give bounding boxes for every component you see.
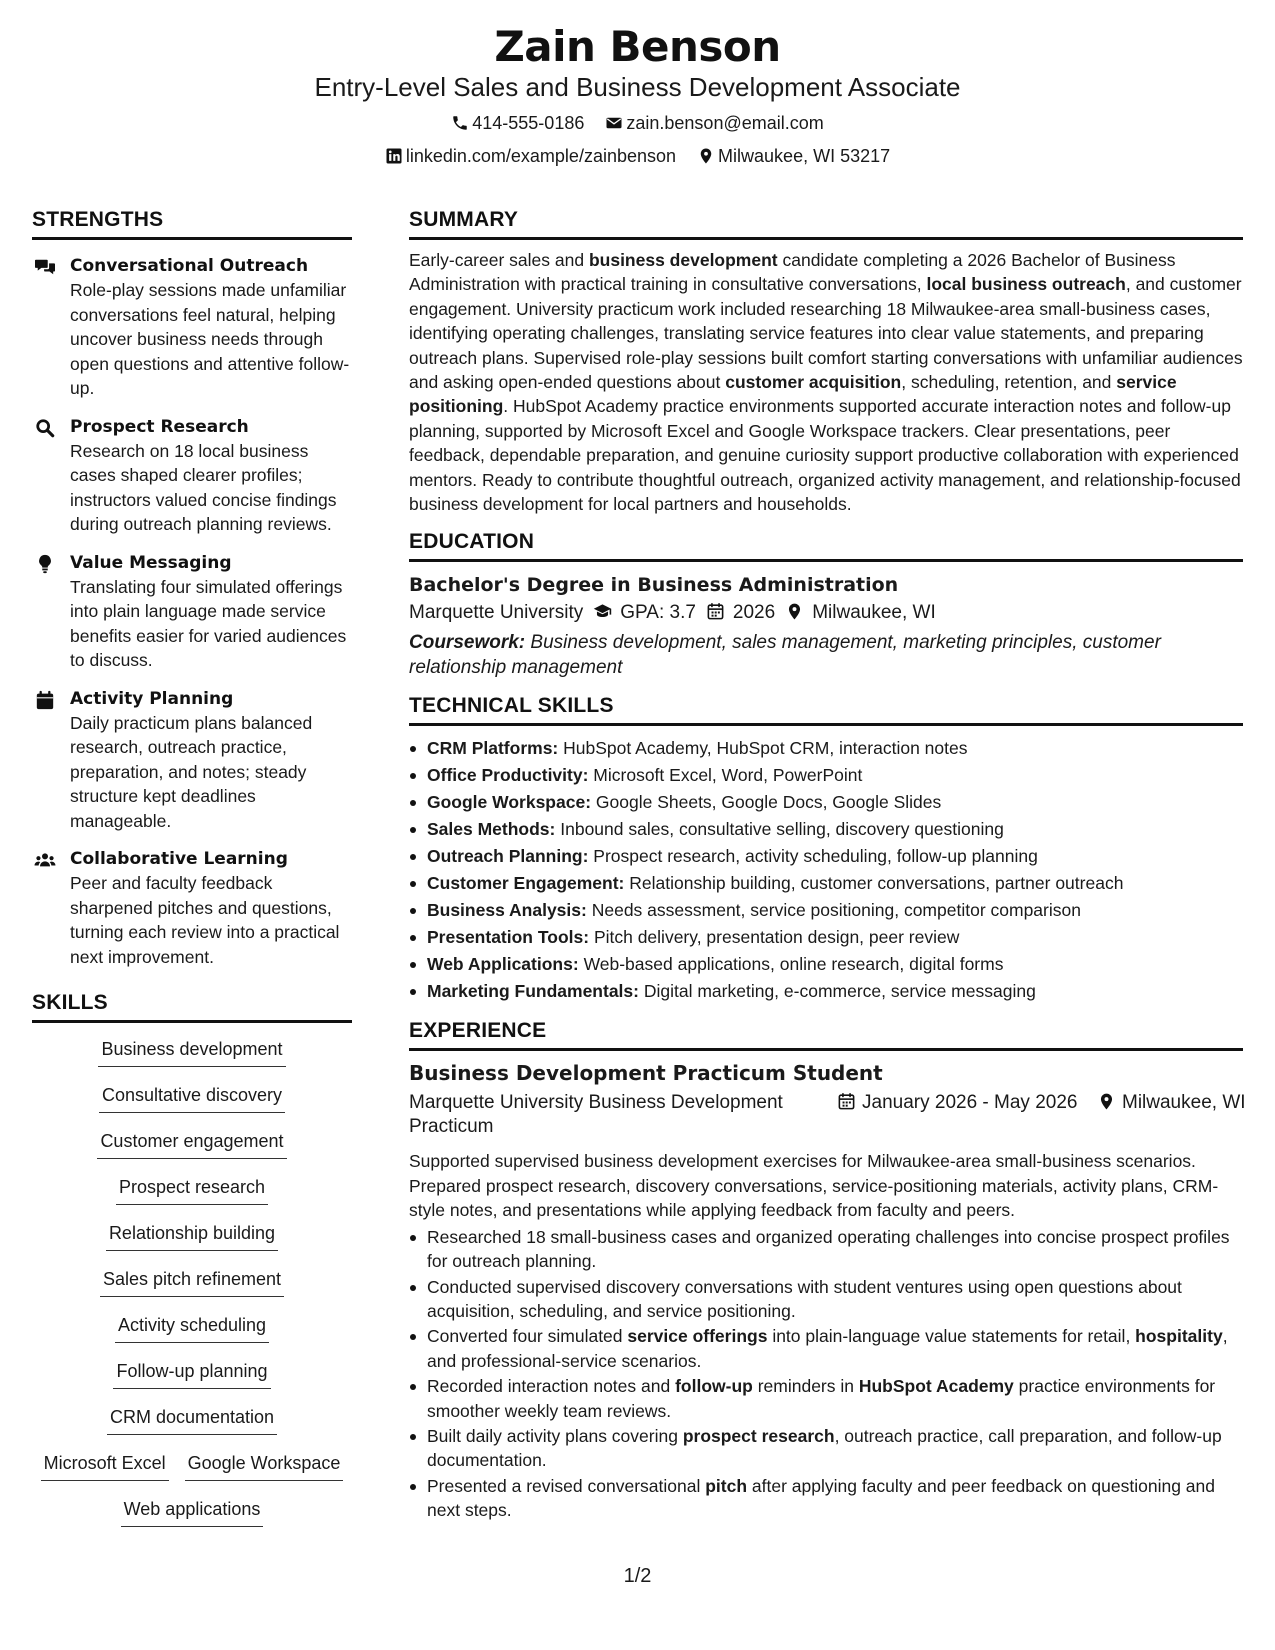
gpa-text: GPA: 3.7 (620, 602, 696, 624)
education-meta (409, 602, 1243, 624)
contact-row-2 (0, 145, 1275, 167)
degree-title: Bachelor's Degree in Business Administration (409, 574, 899, 597)
calendar-icon (34, 690, 56, 710)
list-item (409, 1225, 1243, 1274)
bullet-text: reminders in (752, 1376, 859, 1397)
bullet-keyword: HubSpot Academy (858, 1376, 1014, 1397)
job-title: Business Development Practicum Student (409, 1061, 883, 1086)
technical-skills-list (409, 735, 1243, 1005)
graduation-cap-icon (593, 602, 612, 621)
skills-list (32, 1035, 352, 1541)
skill-category: Outreach Planning: (427, 846, 589, 867)
bullet-text: , and professional-service scenarios. (427, 1326, 1228, 1371)
skill-values: Prospect research, activity scheduling, follow-up planning (593, 846, 1038, 867)
strength-desc: Peer and faculty feedback sharpened pitches and questions, turning each review into a practical next improvement. (70, 873, 340, 967)
job-location-text: Milwaukee, WI (1122, 1092, 1246, 1114)
bullet-text: into plain-language value statements for retail, (767, 1326, 1136, 1347)
strength-title: Conversational Outreach (70, 256, 309, 276)
skill-values: Needs assessment, service positioning, competitor comparison (591, 900, 1081, 921)
map-pin-icon (1097, 1092, 1116, 1111)
linkedin-text: linkedin.com/example/zainbenson (405, 145, 677, 166)
skill-values: Web-based applications, online research, digital forms (583, 954, 1004, 975)
education-heading: EDUCATION (409, 530, 1243, 562)
summary-keyword: customer acquisition (725, 372, 902, 393)
users-icon (34, 850, 56, 870)
calendar-icon (706, 602, 725, 621)
skill-category: Office Productivity: (427, 765, 589, 786)
skills-heading: SKILLS (32, 991, 352, 1023)
list-item (409, 1424, 1243, 1473)
summary-keyword: service positioning (409, 372, 1177, 417)
skill-values: HubSpot Academy, HubSpot CRM, interaction notes (563, 738, 968, 759)
skill-tag: Web applications (121, 1495, 264, 1527)
strength-item (32, 687, 352, 834)
summary-keyword: business development (588, 250, 778, 270)
skill-category: Presentation Tools: (427, 927, 590, 948)
summary-segment: candidate completing a 2026 Bachelor of Business Administration with practical training in consultative conversations, (409, 250, 1176, 295)
summary-segment: Early-career sales and (409, 250, 589, 270)
job-bullets (409, 1225, 1243, 1523)
strength-desc: Translating four simulated offerings into plain language made service benefits easier for varied audiences to discuss. (70, 576, 347, 670)
list-item (409, 1275, 1243, 1324)
skill-category: Web Applications: (427, 954, 579, 975)
school-name: Marquette University (409, 602, 584, 624)
bullet-keyword: pitch (705, 1475, 748, 1496)
envelope-icon (605, 114, 623, 132)
email-text: zain.benson@email.com (626, 112, 824, 133)
left-column (32, 208, 352, 1541)
strength-item (32, 551, 352, 673)
bullet-text: Built daily activity plans covering (427, 1425, 683, 1446)
skill-tag: Customer engagement (97, 1127, 286, 1159)
bullet-text: Researched 18 small-business cases and organized operating challenges into concise prospect profiles for outreach planning. (427, 1226, 1230, 1272)
bullet-text: Conducted supervised discovery conversations with student ventures using open questions about acquisition, scheduling, and service positioning. (427, 1276, 1182, 1321)
skill-tag: Follow-up planning (113, 1357, 270, 1389)
skill-category: CRM Platforms: (427, 738, 559, 759)
list-item (409, 789, 1243, 816)
list-item (409, 843, 1243, 870)
phone-text: 414-555-0186 (472, 112, 585, 133)
strength-item (32, 254, 352, 401)
search-icon (34, 418, 56, 438)
job-organization: Marquette University Business Development Practicum (409, 1092, 783, 1138)
job-location (1097, 1091, 1247, 1115)
skill-tag: CRM documentation (107, 1403, 277, 1435)
skill-values: Pitch delivery, presentation design, peer review (593, 927, 960, 948)
strength-title: Value Messaging (70, 552, 232, 573)
technical-skills-heading: TECHNICAL SKILLS (409, 694, 1243, 726)
skill-tag: Microsoft Excel (41, 1449, 169, 1481)
strength-desc: Research on 18 local business cases shaped clearer profiles; instructors valued concise findings during outreach planning reviews. (70, 440, 337, 534)
bullet-text: Presented a revised conversational (427, 1475, 706, 1496)
bullet-keyword: prospect research (682, 1425, 835, 1446)
strengths-heading: STRENGTHS (32, 208, 352, 240)
list-item (409, 951, 1243, 978)
skill-category: Customer Engagement: (427, 873, 625, 894)
bullet-text: after applying faculty and peer feedback on questioning and next steps. (427, 1475, 1216, 1521)
bullet-text: , outreach practice, call preparation, and follow-up documentation. (427, 1425, 1222, 1471)
summary-text (409, 248, 1243, 516)
calendar-icon (837, 1092, 856, 1111)
strength-title: Collaborative Learning (70, 849, 288, 869)
job-dates-text: January 2026 - May 2026 (862, 1092, 1078, 1114)
school-location: Milwaukee, WI (812, 602, 936, 624)
bullet-keyword: follow-up (675, 1376, 753, 1397)
contact-linkedin[interactable] (385, 146, 676, 167)
bullet-keyword: service offerings (627, 1326, 768, 1347)
skill-tag: Consultative discovery (99, 1081, 285, 1113)
skill-tag: Relationship building (106, 1219, 278, 1251)
skill-tag: Business development (98, 1035, 285, 1067)
bullet-keyword: hospitality (1135, 1326, 1223, 1347)
skill-tag: Activity scheduling (115, 1311, 269, 1343)
list-item (409, 1474, 1243, 1523)
phone-icon (451, 114, 469, 132)
skill-tag: Google Workspace (185, 1449, 344, 1481)
experience-heading: EXPERIENCE (409, 1019, 1243, 1051)
list-item (409, 1374, 1243, 1423)
skill-category: Sales Methods: (427, 819, 556, 840)
summary-keyword: local business outreach (926, 274, 1126, 295)
list-item (409, 978, 1243, 1005)
lightbulb-icon (34, 554, 56, 574)
map-pin-icon (785, 602, 804, 621)
skill-values: Digital marketing, e-commerce, service messaging (643, 981, 1036, 1002)
list-item (409, 762, 1243, 789)
summary-segment: , and customer engagement. University practicum work included researching 18 Milwaukee-area small-business cases, identifying operating challenges, translating service features into clear value statements, and preparing outreach plans. Supervised role-play sessions built comfort starting conversations with unfamiliar audiences and asking open-ended questions about (409, 274, 1243, 393)
list-item (409, 1324, 1243, 1373)
grad-year: 2026 (732, 602, 776, 624)
headline: Entry-Level Sales and Business Development Associate (314, 72, 961, 102)
contact-phone[interactable] (451, 113, 584, 134)
skill-category: Marketing Fundamentals: (427, 981, 639, 1002)
skill-category: Business Analysis: (427, 900, 587, 921)
summary-heading: SUMMARY (409, 208, 1243, 240)
skill-values: Inbound sales, consultative selling, discovery questioning (560, 819, 1004, 840)
strength-desc: Daily practicum plans balanced research, outreach practice, preparation, and notes; steady structure kept deadlines manageable. (70, 712, 313, 831)
bullet-text: practice environments for smoother weekly team reviews. (427, 1376, 1216, 1421)
linkedin-icon (385, 147, 403, 165)
right-column (409, 208, 1246, 1523)
map-pin-icon (697, 147, 715, 165)
skill-values: Google Sheets, Google Docs, Google Slides (595, 792, 942, 813)
bullet-text: Recorded interaction notes and (427, 1376, 676, 1397)
summary-segment: , scheduling, retention, and (901, 372, 1117, 393)
coursework-text: Business development, sales management, marketing principles, customer relationship management (409, 632, 1161, 679)
contact-location (697, 146, 890, 167)
skill-tag: Prospect research (116, 1173, 268, 1205)
candidate-name: Zain Benson (494, 22, 781, 71)
skill-values: Relationship building, customer conversations, partner outreach (629, 873, 1124, 894)
comments-icon (34, 257, 56, 277)
location-text: Milwaukee, WI 53217 (718, 145, 891, 166)
strength-title: Prospect Research (70, 416, 249, 437)
strength-item (32, 847, 352, 969)
job-dates (837, 1091, 1077, 1115)
list-item (409, 924, 1243, 951)
summary-segment: . HubSpot Academy practice environments supported accurate interaction notes and follow-up planning, supported by Microsoft Excel and Google Workspace trackers. Clear presentations, peer feedback, dependable preparation, and genuine curiosity support productive collaboration with experienced mentors. Ready to contribute thoughtful outreach, organized activity management, and relationship-focused business development for local partners and households. (409, 396, 1241, 515)
bullet-text: Converted four simulated (427, 1326, 628, 1347)
skill-tag: Sales pitch refinement (100, 1265, 284, 1297)
contact-email[interactable] (605, 113, 823, 134)
list-item (409, 816, 1243, 843)
list-item (409, 870, 1243, 897)
skill-category: Google Workspace: (427, 792, 592, 813)
coursework-label: Coursework: (409, 632, 526, 654)
page-number: 1/2 (623, 1565, 652, 1587)
job-meta (409, 1091, 1246, 1143)
contact-row-1 (0, 112, 1275, 134)
list-item (409, 735, 1243, 762)
coursework (409, 630, 1243, 680)
list-item (409, 897, 1243, 924)
skill-values: Microsoft Excel, Word, PowerPoint (593, 765, 863, 786)
strength-desc: Role-play sessions made unfamiliar conversations feel natural, helping uncover business needs through open questions and attentive follow-up. (70, 280, 350, 398)
strength-item (32, 415, 352, 537)
strength-title: Activity Planning (70, 688, 234, 709)
job-description: Supported supervised business development exercises for Milwaukee-area small-business scenarios. Prepared prospect research, discovery conversations, service-positioning materials, activity plans, CRM-style notes, and presentations while applying feedback from faculty and peers. (409, 1151, 1219, 1221)
